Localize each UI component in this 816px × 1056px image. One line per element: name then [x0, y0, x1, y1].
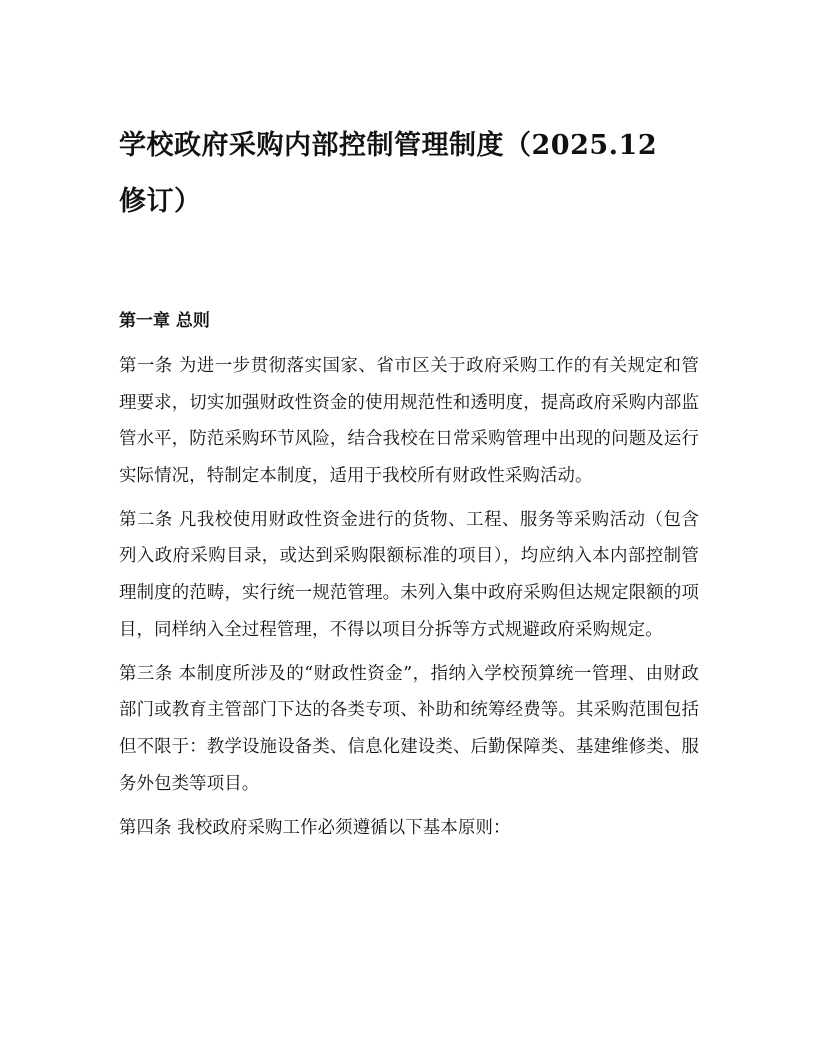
document-page: [119, 118, 699, 838]
article-2: 第二条 凡我校使用财政性资金进行的货物、工程、服务等采购活动（包含列入政府采购目录，或达到采购限额标准的项目），均应纳入本内部控制管理制度的范畴，实行统一规范管理。未列入集中政府采购但达规定限额的项目，同样纳入全过程管理，不得以项目分拆等方式规避政府采购规定。: [119, 509, 699, 640]
article-4: 第四条 我校政府采购工作必须遵循以下基本原则：: [119, 817, 511, 838]
title-line-2: 修订）: [119, 186, 202, 217]
document-body: [119, 348, 699, 854]
article-1: 第一条 为进一步贯彻落实国家、省市区关于政府采购工作的有关规定和管理要求，切实加强财政性资金的使用规范性和透明度，提高政府采购内部监管水平，防范采购环节风险，结合我校在日常采购管理中出现的问题及运行实际情况，特制定本制度，适用于我校所有财政性采购活动。: [119, 356, 699, 486]
title-line-1: 学校政府采购内部控制管理制度（2025.12: [119, 130, 658, 161]
document-title: [119, 118, 699, 230]
article-3: 第三条 本制度所涉及的“财政性资金”，指纳入学校预算统一管理、由财政部门或教育主管部门下达的各类专项、补助和统筹经费等。其采购范围包括但不限于：教学设施设备类、信息化建设类、后勤保障类、基建维修类、服务外包类等项目。: [119, 663, 699, 794]
chapter-heading: 第一章 总则: [119, 311, 210, 331]
